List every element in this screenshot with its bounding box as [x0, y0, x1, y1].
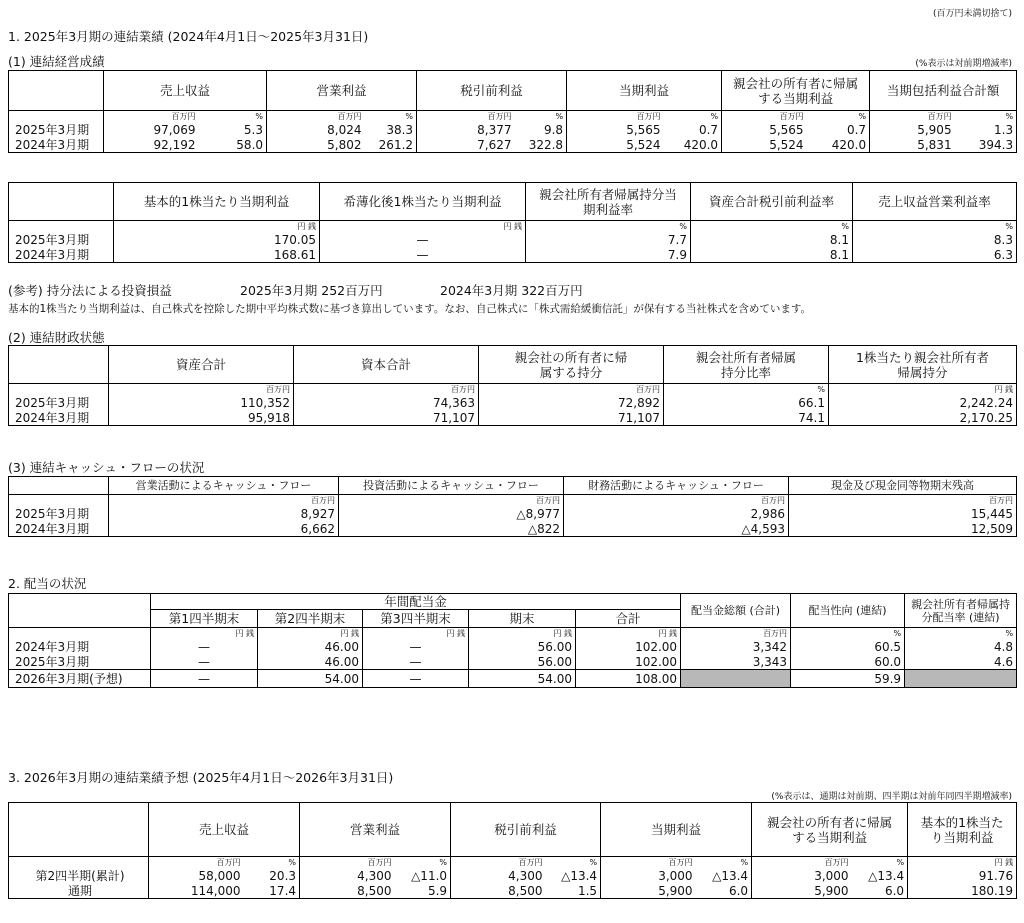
cell: 5,900 — [752, 883, 852, 899]
cell: 170.05 — [114, 232, 320, 247]
cell: 1.3 — [955, 122, 1017, 137]
cash-flow-table — [8, 476, 1017, 537]
cell: 9.8 — [543, 122, 564, 137]
table-row — [9, 670, 1017, 688]
cell: △13.4 — [868, 868, 905, 883]
cell: — — [151, 639, 258, 654]
header-operating-cf: 営業活動によるキャッシュ・フロー — [109, 477, 339, 495]
header-basic-eps: 基本的1株当たり当期利益 — [908, 803, 1017, 857]
cell: 3,000 — [601, 868, 696, 883]
cell: 2,986 — [564, 506, 789, 521]
row-label: 2025年3月期 — [9, 232, 114, 247]
cell: △822 — [339, 521, 564, 537]
row-label: 2024年3月期 — [9, 247, 114, 263]
table-row — [9, 883, 1017, 899]
unit-note: (百万円未満切捨て) — [932, 9, 1012, 19]
unit-cell: % — [405, 112, 414, 121]
cell: — — [363, 654, 469, 670]
header-blank — [9, 183, 114, 221]
header-cash-balance: 現金及び現金同等物期末残高 — [789, 477, 1017, 495]
cell: 59.9 — [791, 670, 905, 688]
row-label: 2025年3月期 — [9, 395, 109, 410]
table-row — [9, 654, 1017, 670]
header-investing-cf: 投資活動によるキャッシュ・フロー — [339, 477, 564, 495]
cell: 74,363 — [294, 395, 479, 410]
cell: 3,342 — [681, 639, 791, 654]
row-label: 2025年3月期 — [9, 506, 109, 521]
shaded-cell — [905, 670, 1017, 688]
header-dividend-total: 配当金総額 (合計) — [681, 594, 791, 628]
unit-cell: 百万円 — [300, 857, 395, 869]
unit-cell: 百万円 — [789, 495, 1017, 507]
cell: 5,802 — [267, 137, 365, 153]
header-q3: 第3四半期末 — [363, 610, 469, 628]
subsection-3-title: (3) 連結キャッシュ・フローの状況 — [8, 460, 205, 475]
cell: 54.00 — [258, 670, 363, 688]
cell: 20.3 — [269, 868, 297, 883]
cell: 0.7 — [698, 122, 719, 137]
cell: 46.00 — [258, 639, 363, 654]
row-label: 2024年3月期 — [9, 137, 104, 153]
cell: 58.0 — [199, 137, 267, 153]
forecast-pct-note: (%表示は、通期は対前期、四半期は対前年同四半期増減率) — [771, 792, 1012, 802]
cell: △13.4 — [712, 868, 749, 883]
unit-cell: 百万円 — [339, 495, 564, 507]
header-total: 合計 — [576, 610, 681, 628]
unit-cell: 円 銭 — [829, 384, 1017, 396]
header-blank — [9, 477, 109, 495]
unit-cell: % — [439, 858, 448, 867]
unit-cell: % — [255, 112, 264, 121]
cell: 5,831 — [870, 137, 955, 153]
header-blank — [9, 71, 104, 111]
header-q1: 第1四半期末 — [151, 610, 258, 628]
unit-cell: 百万円 — [417, 111, 515, 123]
cell: 72,892 — [479, 395, 664, 410]
table-row — [9, 639, 1017, 654]
unit-cell: % — [526, 221, 691, 233]
cell: 5,524 — [567, 137, 664, 153]
cell: 8.3 — [853, 232, 1017, 247]
row-label: 第2四半期(累計) — [9, 868, 149, 883]
header-annual-dividend: 年間配当金 — [151, 594, 681, 610]
cell: 394.3 — [955, 137, 1017, 153]
cell: 74.1 — [664, 410, 829, 426]
cell: 102.00 — [576, 639, 681, 654]
table-row — [9, 410, 1017, 426]
cell: 54.00 — [469, 670, 576, 688]
section-2-title: 2. 配当の状況 — [8, 576, 87, 591]
unit-cell: % — [589, 858, 598, 867]
unit-cell: 百万円 — [479, 384, 664, 396]
unit-cell: 円 銭 — [258, 628, 363, 640]
row-label: 2024年3月期 — [9, 521, 109, 537]
reference-2024: 2024年3月期 322百万円 — [440, 283, 583, 298]
unit-cell: % — [853, 221, 1017, 233]
unit-cell: % — [905, 628, 1017, 640]
unit-cell: 百万円 — [451, 857, 546, 869]
cell: 58,000 — [149, 868, 244, 883]
cell: 180.19 — [908, 883, 1017, 899]
unit-cell: 円 銭 — [114, 221, 320, 233]
table-row — [9, 521, 1017, 537]
header-pretax-profit: 税引前利益 — [451, 803, 601, 857]
header-revenue: 売上収益 — [149, 803, 300, 857]
header-equity-ratio: 親会社所有者帰属持分比率 — [664, 346, 829, 384]
header-comprehensive-income: 当期包括利益合計額 — [870, 71, 1017, 111]
cell: 8,024 — [267, 122, 365, 137]
unit-cell: 百万円 — [149, 857, 244, 869]
cell: 2,242.24 — [829, 395, 1017, 410]
cell: △11.0 — [411, 868, 448, 883]
table-row — [9, 247, 1017, 263]
unit-cell: 円 銭 — [908, 857, 1017, 869]
cell: — — [320, 247, 526, 263]
cell: — — [151, 654, 258, 670]
unit-cell: 百万円 — [681, 628, 791, 640]
eps-table — [8, 182, 1017, 263]
cell: 46.00 — [258, 654, 363, 670]
unit-cell: 百万円 — [294, 384, 479, 396]
cell: 420.0 — [664, 137, 722, 153]
header-owners-profit: 親会社の所有者に帰属する当期利益 — [722, 71, 870, 111]
cell: 1.5 — [546, 883, 601, 899]
unit-cell: 百万円 — [109, 384, 294, 396]
header-financing-cf: 財務活動によるキャッシュ・フロー — [564, 477, 789, 495]
cell: 6.3 — [853, 247, 1017, 263]
pct-note: (%表示は対前期増減率) — [915, 59, 1012, 69]
cell: 56.00 — [469, 654, 576, 670]
cell: 110,352 — [109, 395, 294, 410]
header-operating-profit: 営業利益 — [267, 71, 417, 111]
header-owners-profit: 親会社の所有者に帰属する当期利益 — [752, 803, 908, 857]
cell: 66.1 — [664, 395, 829, 410]
cell: △8,977 — [339, 506, 564, 521]
cell: — — [363, 670, 469, 688]
unit-cell: % — [791, 628, 905, 640]
cell: 97,069 — [104, 122, 199, 137]
cell: 114,000 — [149, 883, 244, 899]
header-op-margin: 売上収益営業利益率 — [853, 183, 1017, 221]
cell: 322.8 — [515, 137, 567, 153]
performance-table — [8, 70, 1017, 153]
cell: 8,500 — [451, 883, 546, 899]
cell: 7.7 — [526, 232, 691, 247]
cell: 71,107 — [479, 410, 664, 426]
table-row — [9, 395, 1017, 410]
header-q2: 第2四半期末 — [258, 610, 363, 628]
cell: 0.7 — [846, 122, 867, 137]
header-pretax-profit: 税引前利益 — [417, 71, 567, 111]
unit-cell: % — [288, 858, 297, 867]
cell: 12,509 — [789, 521, 1017, 537]
unit-cell: 円 銭 — [363, 628, 469, 640]
header-revenue: 売上収益 — [104, 71, 267, 111]
unit-cell: % — [555, 112, 564, 121]
cell: 15,445 — [789, 506, 1017, 521]
cell: 3,000 — [752, 868, 852, 883]
unit-cell: % — [710, 112, 719, 121]
unit-cell: 百万円 — [870, 111, 955, 123]
unit-cell: % — [896, 858, 905, 867]
header-blank — [9, 803, 149, 857]
cell: 2,170.25 — [829, 410, 1017, 426]
header-roa: 資産合計税引前利益率 — [691, 183, 853, 221]
cell: 8.1 — [691, 232, 853, 247]
cell: 420.0 — [807, 137, 870, 153]
cell: 5.9 — [395, 883, 451, 899]
unit-cell: 円 銭 — [151, 628, 258, 640]
cell: 168.61 — [114, 247, 320, 263]
header-net-profit: 当期利益 — [567, 71, 722, 111]
unit-cell: 円 銭 — [576, 628, 681, 640]
header-roe: 親会社所有者帰属持分当期利益率 — [526, 183, 691, 221]
unit-cell: 円 銭 — [320, 221, 526, 233]
cell: 17.4 — [244, 883, 300, 899]
cell: 5,905 — [870, 122, 955, 137]
cell: 5,524 — [722, 137, 807, 153]
unit-cell: 百万円 — [752, 857, 852, 869]
row-label: 2024年3月期 — [9, 410, 109, 426]
header-doe: 親会社所有者帰属持分配当率 (連結) — [905, 594, 1017, 628]
cell: 4,300 — [451, 868, 546, 883]
unit-cell: 百万円 — [722, 111, 807, 123]
row-label: 通期 — [9, 883, 149, 899]
cell: — — [363, 639, 469, 654]
header-bps: 1株当たり親会社所有者帰属持分 — [829, 346, 1017, 384]
header-year-end: 期末 — [469, 610, 576, 628]
unit-cell: 百万円 — [601, 857, 696, 869]
cell: 60.0 — [791, 654, 905, 670]
table-row — [9, 868, 1017, 883]
cell: 4,300 — [300, 868, 395, 883]
cell: — — [320, 232, 526, 247]
cell: 4.8 — [905, 639, 1017, 654]
cell: 8,500 — [300, 883, 395, 899]
header-operating-profit: 営業利益 — [300, 803, 451, 857]
header-payout-ratio: 配当性向 (連結) — [791, 594, 905, 628]
unit-cell: % — [691, 221, 853, 233]
shaded-cell — [681, 670, 791, 688]
unit-cell: % — [955, 111, 1017, 123]
section-1-title: 1. 2025年3月期の連結業績 (2024年4月1日〜2025年3月31日) — [8, 29, 369, 44]
cell: 261.2 — [365, 137, 417, 153]
cell: 6,662 — [109, 521, 339, 537]
cell: 5,565 — [722, 122, 807, 137]
cell: 6.0 — [696, 883, 752, 899]
table-row — [9, 122, 1017, 137]
unit-cell: 百万円 — [109, 495, 339, 507]
cell: 102.00 — [576, 654, 681, 670]
cell: 5.3 — [243, 122, 264, 137]
table-row — [9, 137, 1017, 153]
cell: △13.4 — [561, 868, 598, 883]
cell: 8,377 — [417, 122, 515, 137]
unit-cell: % — [858, 112, 867, 121]
unit-cell: % — [664, 384, 829, 396]
row-label: 2024年3月期 — [9, 639, 151, 654]
cell: 8.1 — [691, 247, 853, 263]
unit-cell: 百万円 — [104, 111, 199, 123]
cell: 5,565 — [567, 122, 664, 137]
dividend-table — [8, 593, 1017, 688]
cell: 38.3 — [386, 122, 414, 137]
header-net-profit: 当期利益 — [601, 803, 752, 857]
cell: 71,107 — [294, 410, 479, 426]
header-blank — [9, 594, 151, 628]
header-diluted-eps: 希薄化後1株当たり当期利益 — [320, 183, 526, 221]
cell: 5,900 — [601, 883, 696, 899]
row-label: 2025年3月期 — [9, 654, 151, 670]
cell: 92,192 — [104, 137, 199, 153]
cell: 6.0 — [852, 883, 908, 899]
subsection-2-title: (2) 連結財政状態 — [8, 330, 105, 345]
row-label: 2025年3月期 — [9, 122, 104, 137]
section-3-title: 3. 2026年3月期の連結業績予想 (2025年4月1日〜2026年3月31日) — [8, 770, 394, 785]
forecast-table — [8, 802, 1017, 899]
reference-label: (参考) 持分法による投資損益 — [8, 283, 172, 298]
cell: △4,593 — [564, 521, 789, 537]
unit-cell: 円 銭 — [469, 628, 576, 640]
subsection-1-title: (1) 連結経営成績 — [8, 54, 105, 69]
cell: 95,918 — [109, 410, 294, 426]
unit-cell: % — [740, 858, 749, 867]
unit-cell: 百万円 — [564, 495, 789, 507]
row-label: 2026年3月期(予想) — [9, 670, 151, 688]
cell: 91.76 — [908, 868, 1017, 883]
cell: 108.00 — [576, 670, 681, 688]
eps-footnote: 基本的1株当たり当期利益は、自己株式を控除した期中平均株式数に基づき算出しています。なお、自己株式に「株式需給緩衝信託」が保有する当社株式を含めています。 — [8, 303, 811, 315]
cell: 60.5 — [791, 639, 905, 654]
table-row — [9, 232, 1017, 247]
table-row — [9, 506, 1017, 521]
header-owners-equity: 親会社の所有者に帰属する持分 — [479, 346, 664, 384]
header-blank — [9, 346, 109, 384]
cell: 4.6 — [905, 654, 1017, 670]
header-basic-eps: 基本的1株当たり当期利益 — [114, 183, 320, 221]
cell: 7,627 — [417, 137, 515, 153]
cell: 3,343 — [681, 654, 791, 670]
cell: 56.00 — [469, 639, 576, 654]
unit-cell: 百万円 — [567, 111, 664, 123]
cell: — — [151, 670, 258, 688]
cell: 7.9 — [526, 247, 691, 263]
header-total-assets: 資産合計 — [109, 346, 294, 384]
unit-cell: 百万円 — [267, 111, 365, 123]
financial-position-table — [8, 345, 1017, 426]
header-total-equity: 資本合計 — [294, 346, 479, 384]
cell: 8,927 — [109, 506, 339, 521]
reference-2025: 2025年3月期 252百万円 — [240, 283, 383, 298]
